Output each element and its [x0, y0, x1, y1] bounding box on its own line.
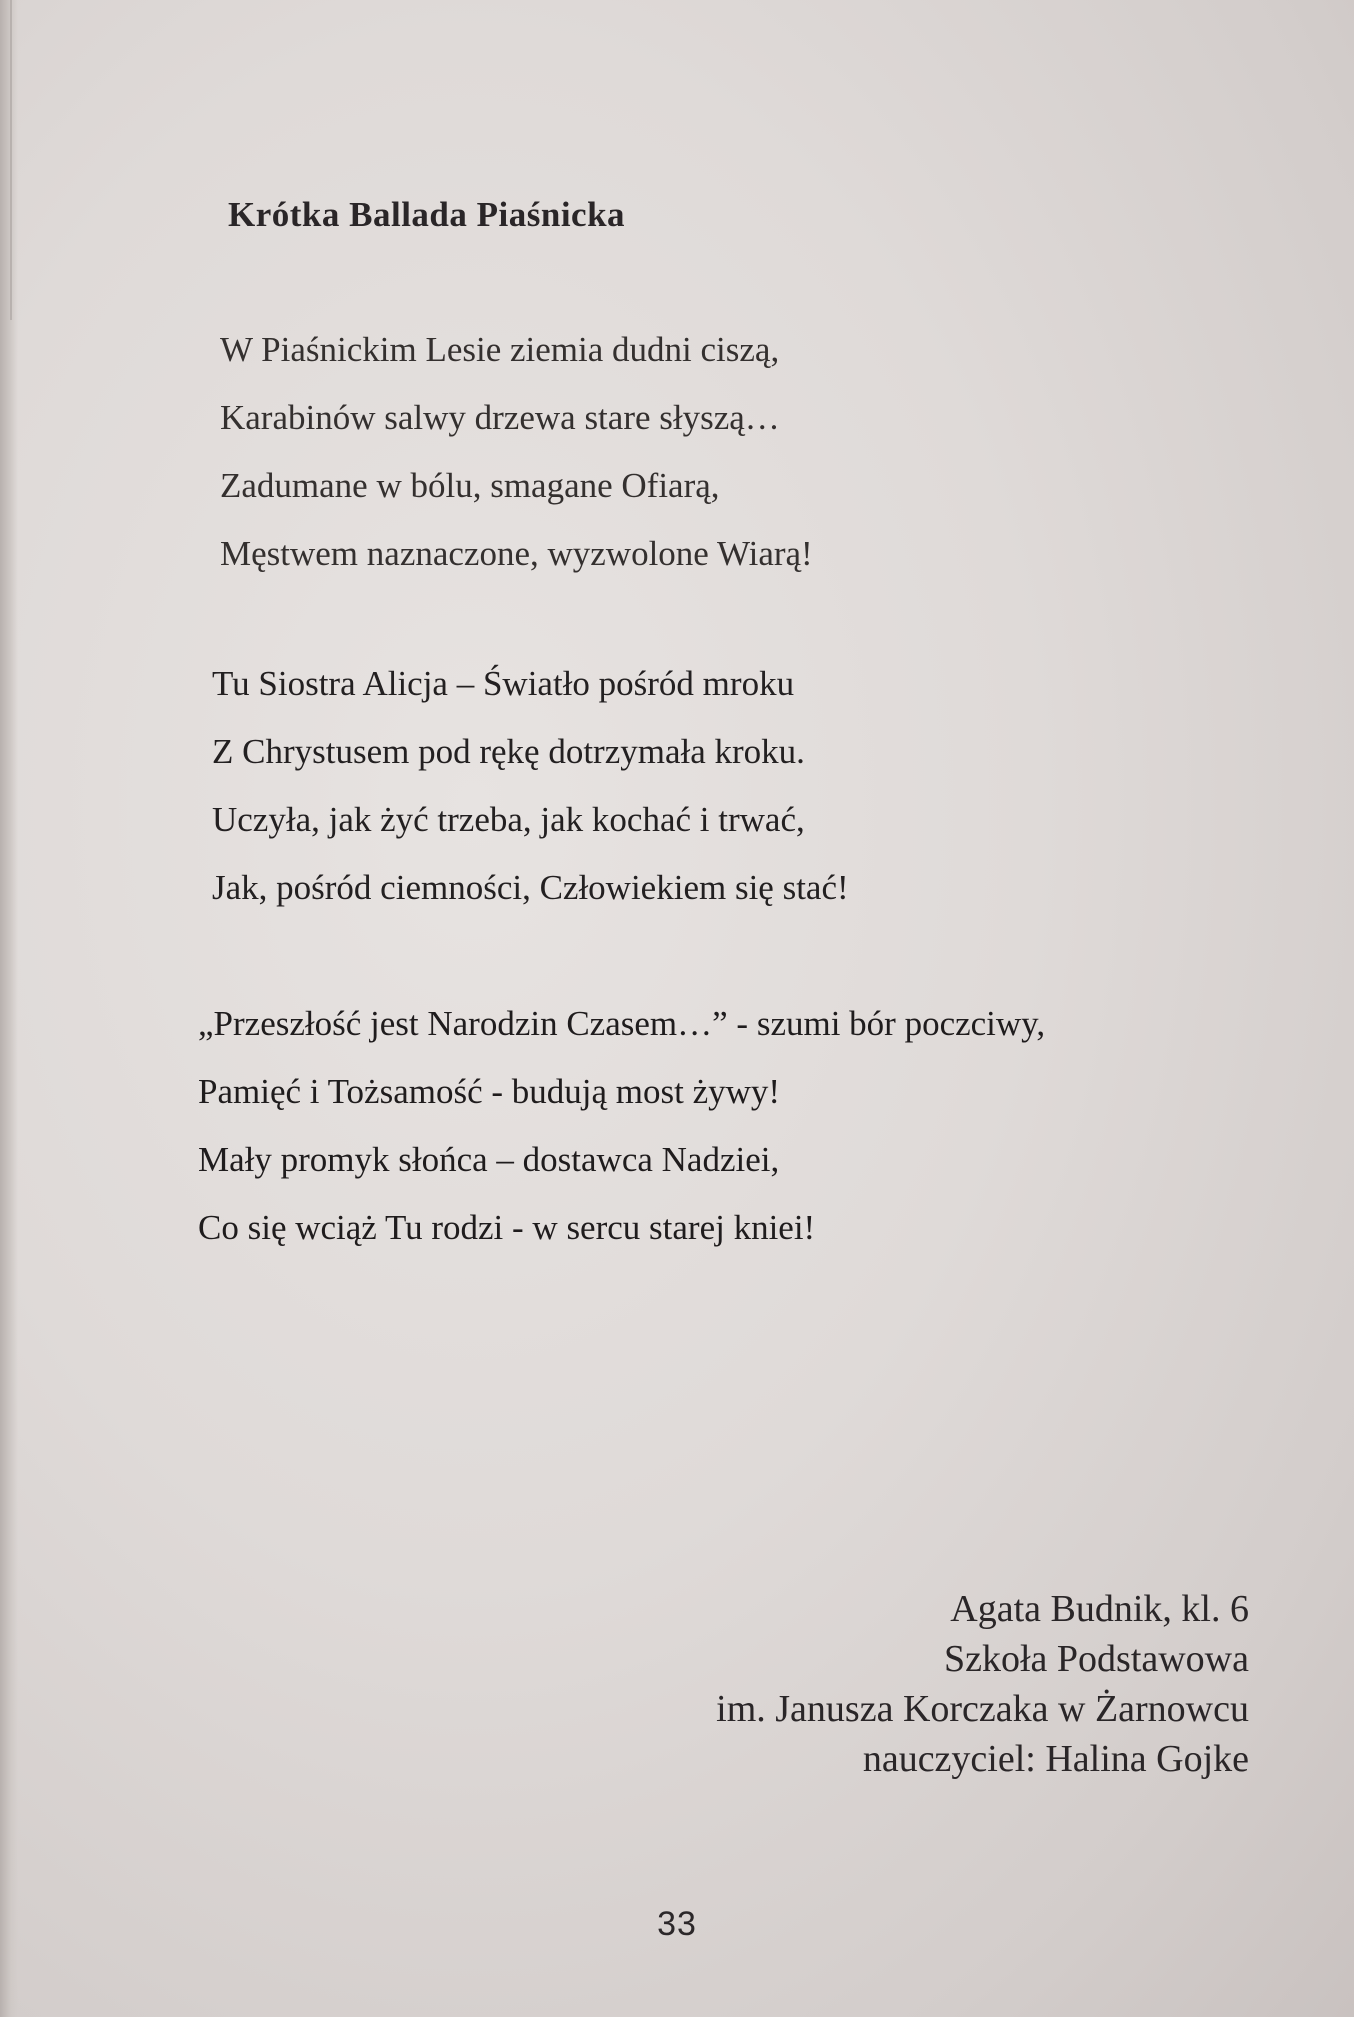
verse-line: Mały promyk słońca – dostawca Nadziei, — [198, 1140, 780, 1179]
poem-title: Krótka Ballada Piaśnicka — [228, 195, 626, 234]
verse-line: W Piaśnickim Lesie ziemia dudni ciszą, — [220, 330, 780, 369]
page-binding-line — [10, 0, 12, 320]
school-type: Szkoła Podstawowa — [943, 1638, 1249, 1680]
verse-line: Karabinów salwy drzewa stare słyszą… — [220, 398, 780, 437]
verse-line: Jak, pośród ciemności, Człowiekiem się stać! — [212, 868, 849, 907]
verse-line: Z Chrystusem pod rękę dotrzymała kroku. — [212, 732, 805, 771]
verse-line: Uczyła, jak żyć trzeba, jak kochać i trwać, — [212, 800, 805, 839]
verse-line: Pamięć i Tożsamość - budują most żywy! — [198, 1072, 781, 1111]
teacher-name: nauczyciel: Halina Gojke — [862, 1738, 1249, 1780]
stanza-3 — [198, 990, 1045, 1262]
verse-line: Męstwem naznaczone, wyzwolone Wiarą! — [220, 534, 813, 573]
author-name: Agata Budnik, kl. 6 — [950, 1588, 1249, 1630]
stanza-2 — [212, 650, 849, 922]
verse-line: Zadumane w bólu, smagane Ofiarą, — [220, 466, 720, 505]
school-name: im. Janusza Korczaka w Żarnowcu — [716, 1688, 1249, 1730]
verse-line: „Przeszłość jest Narodzin Czasem…” - szumi bór poczciwy, — [198, 1004, 1046, 1043]
page-binding-edge — [0, 0, 18, 2017]
stanza-1 — [220, 316, 813, 588]
verse-line: Tu Siostra Alicja – Światło pośród mroku — [212, 664, 795, 703]
author-signature-block — [716, 1584, 1249, 1784]
page-number: 33 — [657, 1905, 697, 1943]
verse-line: Co się wciąż Tu rodzi - w sercu starej kniei! — [198, 1208, 816, 1247]
